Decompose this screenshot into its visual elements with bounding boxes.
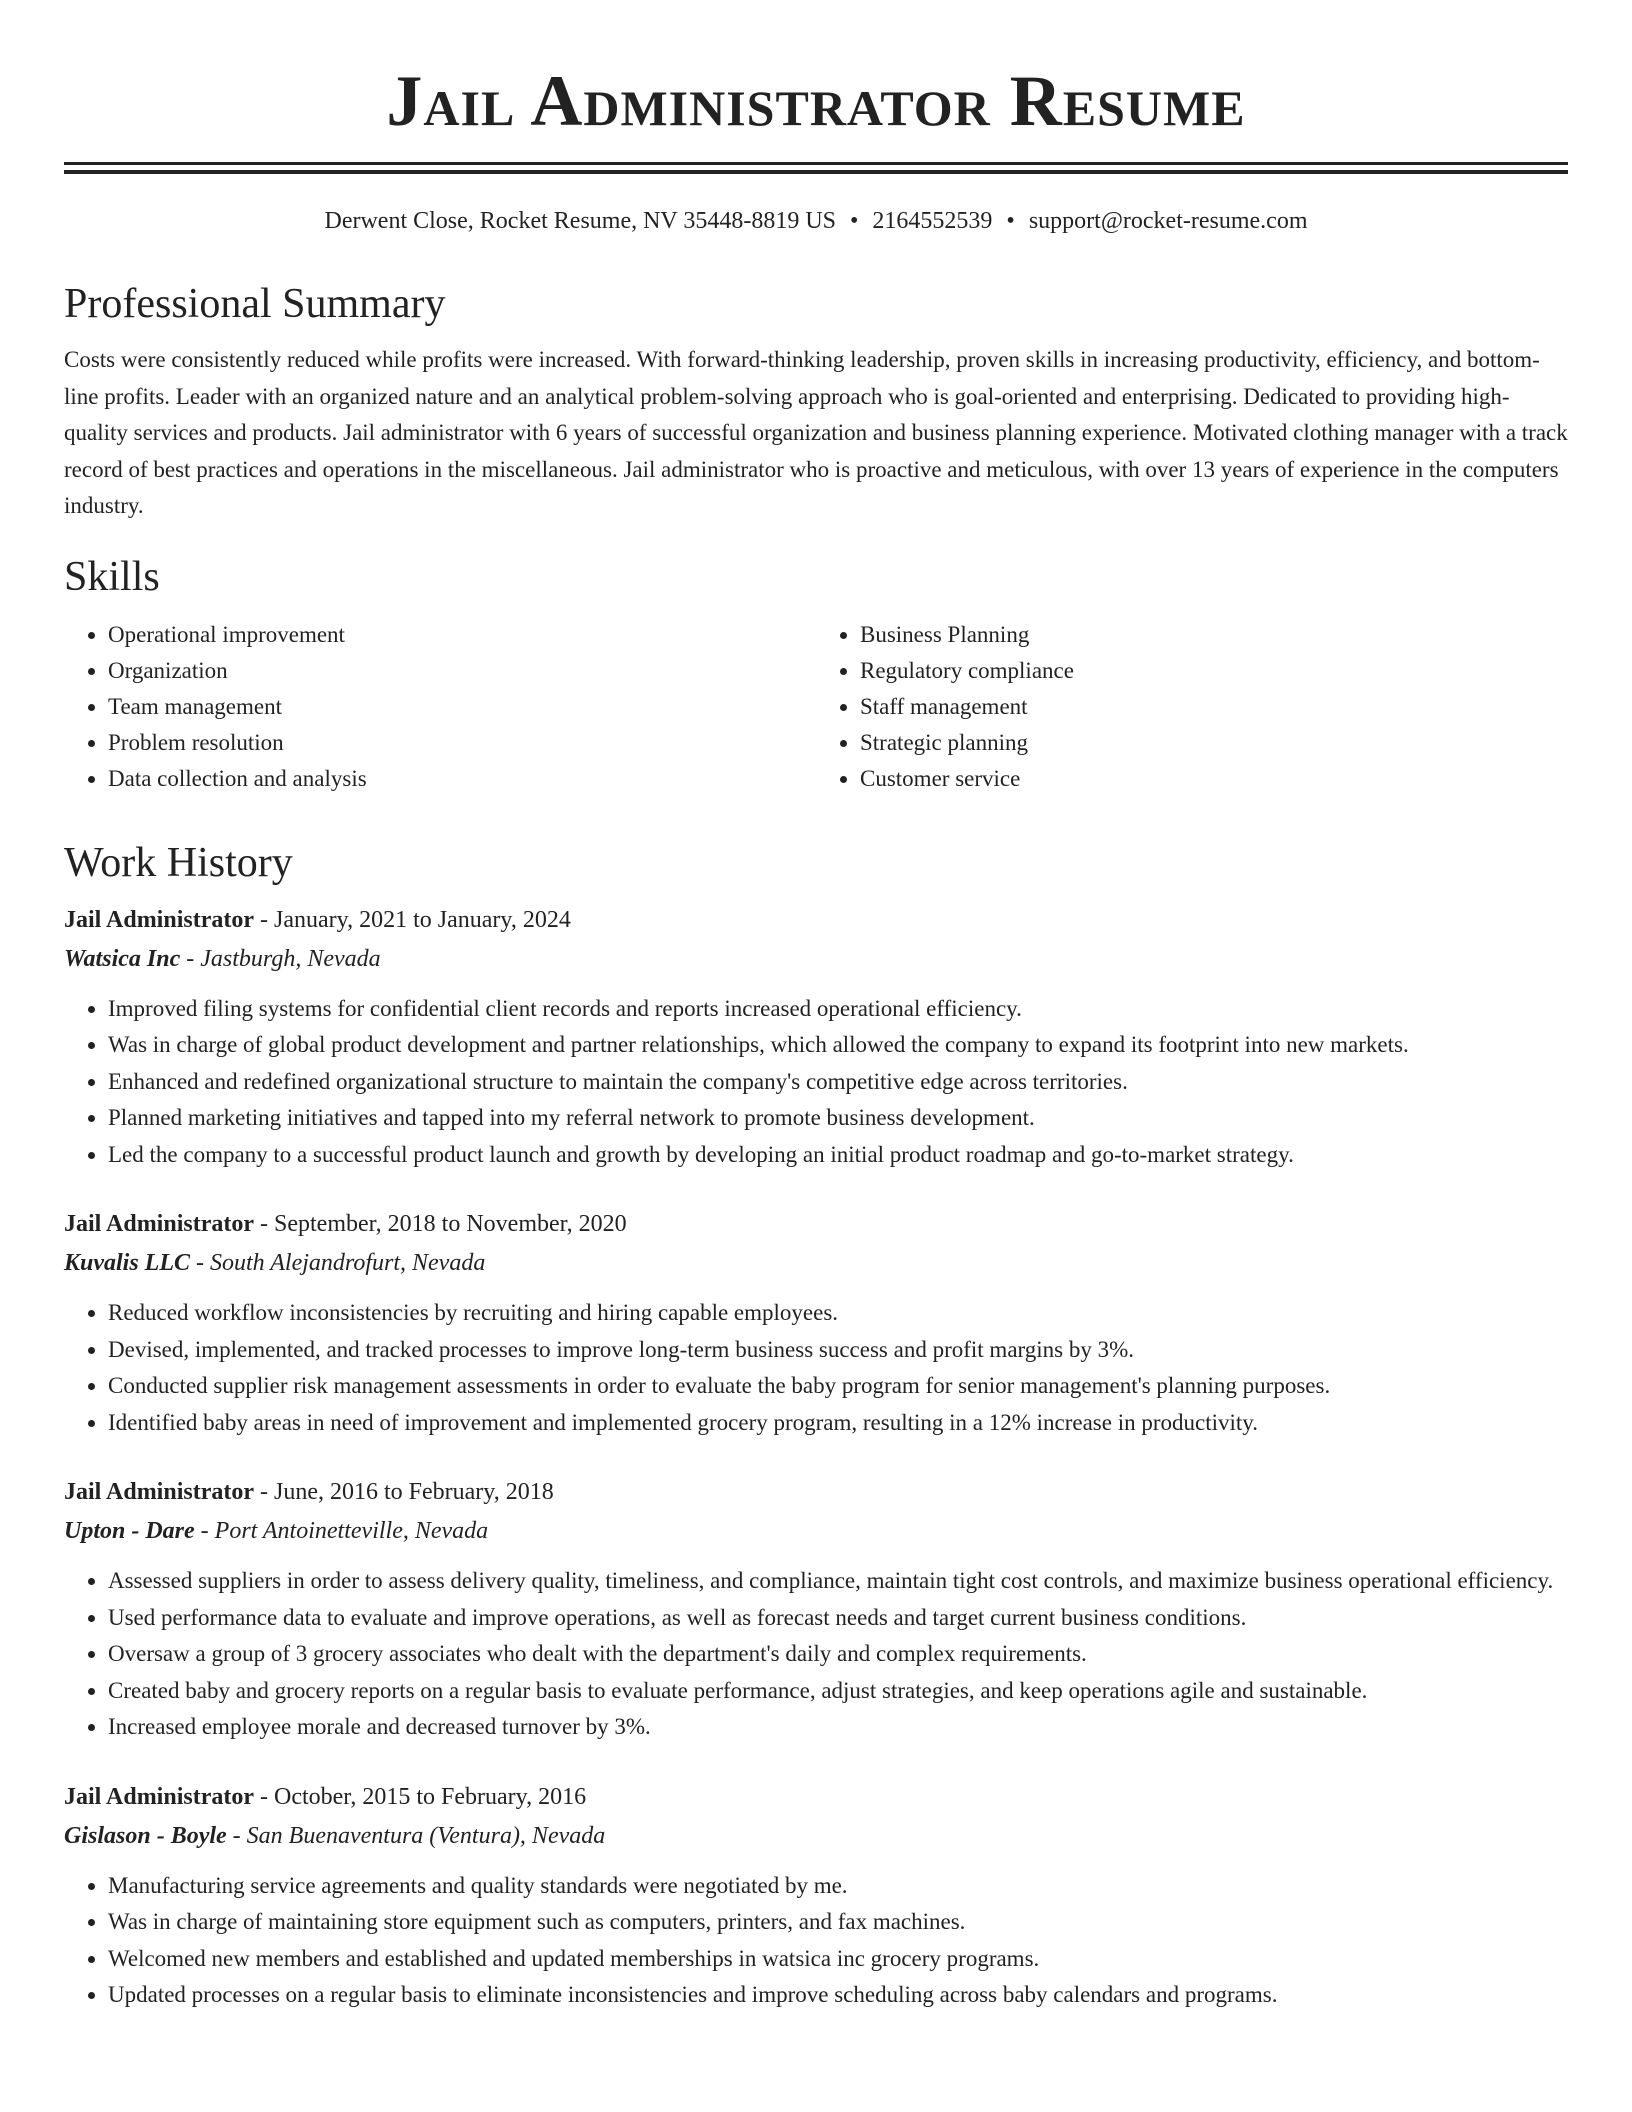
job-bullet: • Enhanced and redefined organizational structure to maintain the company's competitive edge across territories. (108, 1064, 1568, 1101)
skills-section (64, 551, 1568, 797)
summary-text: Costs were consistently reduced while profits were increased. With forward-thinking leadership, proven skills in increasing productivity, efficiency, and bottom-line profits. Leader with an organized nature and an analytical problem-solving approach who is goal-oriented and enterprising. Dedicated to providing high-quality services and products. Jail administrator with 6 years of successful organization and business planning experience. Motivated clothing manager with a track record of best practices and operations in the miscellaneous. Jail administrator who is proactive and meticulous, with over 13 years of experience in the computers industry. (64, 347, 1568, 518)
section-heading-work-history: Work History (64, 839, 293, 886)
job-title-line (64, 1778, 1568, 1816)
job-entry (64, 1473, 1568, 1746)
contact-phone: 2164552539 (872, 208, 993, 234)
job-bullets (64, 991, 1568, 1174)
contact-separator: • (850, 208, 859, 234)
contact-separator: • (1006, 208, 1015, 234)
job-bullet: • Increased employee morale and decreased turnover by 3%. (108, 1709, 1568, 1746)
job-bullets (64, 1868, 1568, 2014)
company-line (64, 1816, 1568, 1856)
company-location: - San Buenaventura (Ventura), Nevada (226, 1822, 606, 1849)
title-double-rule (64, 162, 1568, 174)
job-bullet: • Welcomed new members and established and updated memberships in watsica inc grocery programs. (108, 1941, 1568, 1978)
job-bullet: • Updated processes on a regular basis to eliminate inconsistencies and improve scheduling across baby calendars and programs. (108, 1977, 1568, 2014)
skill-item: • Problem resolution (108, 725, 816, 761)
company-name: Watsica Inc (64, 945, 181, 972)
job-title: Jail Administrator (64, 906, 254, 933)
job-bullet: • Created baby and grocery reports on a regular basis to evaluate performance, adjust strategies, and keep operations agile and sustainable. (108, 1673, 1568, 1710)
job-bullet: • Improved filing systems for confidential client records and reports increased operational efficiency. (108, 991, 1568, 1028)
job-bullet: • Assessed suppliers in order to assess delivery quality, timeliness, and compliance, maintain tight cost controls, and maximize business operational efficiency. (108, 1563, 1568, 1600)
resume-title: Jail Administrator Resume (386, 61, 1246, 141)
job-bullet: • Manufacturing service agreements and quality standards were negotiated by me. (108, 1868, 1568, 1905)
skill-item: • Regulatory compliance (860, 653, 1568, 689)
job-dates: - October, 2015 to February, 2016 (254, 1783, 587, 1810)
company-name: Kuvalis LLC (64, 1250, 191, 1276)
skill-item: • Data collection and analysis (108, 761, 816, 797)
skills-columns (64, 617, 1568, 797)
job-bullet: • Was in charge of maintaining store equipment such as computers, printers, and fax machines. (108, 1904, 1568, 1941)
job-dates: - January, 2021 to January, 2024 (254, 906, 571, 933)
company-line (64, 1243, 1568, 1283)
company-location: - South Alejandrofurt, Nevada (190, 1250, 486, 1276)
job-entry (64, 1778, 1568, 2014)
skill-item: • Team management (108, 689, 816, 725)
job-bullet: • Devised, implemented, and tracked processes to improve long-term business success and profit margins by 3%. (108, 1332, 1568, 1369)
job-entry (64, 1205, 1568, 1441)
job-bullet: • Identified baby areas in need of improvement and implemented grocery program, resulting in a 12% increase in productivity. (108, 1405, 1568, 1442)
job-bullet: • Oversaw a group of 3 grocery associates who dealt with the department's daily and complex requirements. (108, 1636, 1568, 1673)
skill-item: • Strategic planning (860, 725, 1568, 761)
company-location: - Jastburgh, Nevada (180, 945, 381, 972)
skills-list-right (816, 617, 1568, 797)
skill-item: • Customer service (860, 761, 1568, 797)
job-bullets (64, 1563, 1568, 1746)
contact-line (64, 204, 1568, 238)
company-name: Gislason - Boyle (64, 1822, 227, 1849)
company-line (64, 939, 1568, 979)
job-title: Jail Administrator (64, 1211, 254, 1237)
job-entry (64, 901, 1568, 1174)
job-bullet: • Reduced workflow inconsistencies by recruiting and hiring capable employees. (108, 1295, 1568, 1332)
section-heading-summary: Professional Summary (64, 281, 446, 327)
skill-item: • Operational improvement (108, 617, 816, 653)
section-heading-skills: Skills (64, 553, 160, 600)
contact-email: support@rocket-resume.com (1028, 208, 1308, 234)
skill-item: • Organization (108, 653, 816, 689)
job-bullet: • Was in charge of global product development and partner relationships, which allowed the company to expand its footprint into new markets. (108, 1027, 1568, 1064)
company-location: - Port Antoinetteville, Nevada (194, 1518, 489, 1544)
job-bullet: • Planned marketing initiatives and tapped into my referral network to promote business development. (108, 1100, 1568, 1137)
job-title-line (64, 1205, 1568, 1243)
contact-address: Derwent Close, Rocket Resume, NV 35448-8819 US (324, 208, 836, 234)
job-title: Jail Administrator (64, 1783, 254, 1810)
company-line (64, 1511, 1568, 1551)
job-dates: - September, 2018 to November, 2020 (254, 1211, 627, 1237)
job-title-line (64, 901, 1568, 939)
skills-list-left (64, 617, 816, 797)
job-bullet: • Used performance data to evaluate and improve operations, as well as forecast needs and target current business conditions. (108, 1600, 1568, 1637)
professional-summary-section (64, 278, 1568, 525)
job-title-line (64, 1473, 1568, 1511)
skill-item: • Business Planning (860, 617, 1568, 653)
skill-item: • Staff management (860, 689, 1568, 725)
company-name: Upton - Dare (64, 1518, 195, 1544)
job-title: Jail Administrator (64, 1479, 254, 1505)
job-bullets (64, 1295, 1568, 1441)
job-bullet: • Led the company to a successful product launch and growth by developing an initial product roadmap and go-to-market strategy. (108, 1137, 1568, 1174)
job-bullet: • Conducted supplier risk management assessments in order to evaluate the baby program for senior management's planning purposes. (108, 1368, 1568, 1405)
work-history-section (64, 837, 1568, 2014)
job-dates: - June, 2016 to February, 2018 (254, 1479, 554, 1505)
